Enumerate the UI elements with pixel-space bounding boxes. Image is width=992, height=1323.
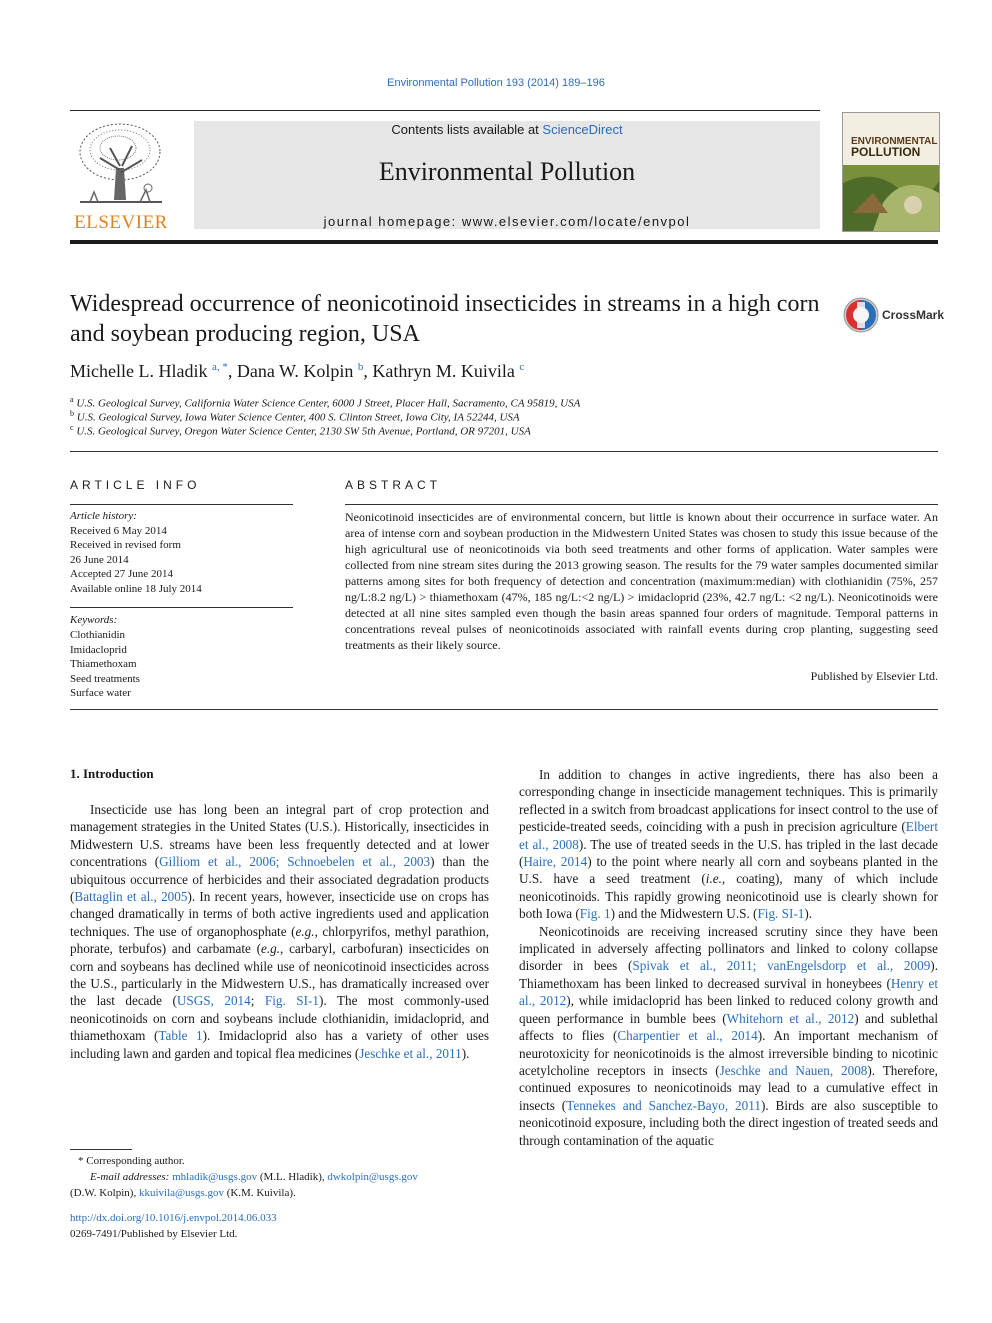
affiliation xyxy=(70,423,531,438)
citation-link[interactable]: Elbert et al., 2008 xyxy=(519,819,938,852)
italic-text: e.g. xyxy=(261,941,281,957)
citation-link[interactable]: USGS, 2014 xyxy=(176,993,251,1009)
section-heading: 1. Introduction xyxy=(70,766,154,781)
contents-prefix: Contents lists available at xyxy=(391,122,543,137)
text-run: ) to the point where nearly all corn and soybeans planted in the U.S. have a seed treatment ( xyxy=(519,854,938,887)
text-run: In addition to changes in active ingredients, there has also been a corresponding change in insecticide management techniques. This is primarily reflected in a switch from broadcast applications for insect control to the use of pesticide-treated seeds, coinciding with a push in precision agriculture ( xyxy=(519,767,938,835)
citation-link[interactable]: Henry et al., 2012 xyxy=(519,975,938,1009)
publisher-logo-text: ELSEVIER xyxy=(74,212,168,233)
text-run: ). xyxy=(461,1045,470,1061)
cover-title-line1: ENVIRONMENTAL xyxy=(851,136,938,147)
affiliation-text: U.S. Geological Survey, California Water Science Center, 6000 J Street, Placer Hall, Sacramento, CA 95819, USA xyxy=(76,397,581,410)
text-run: ), while imidacloprid has been linked to reduced colony growth and queen performance in bumble bees ( xyxy=(519,993,938,1026)
header-thick-rule xyxy=(70,240,938,244)
body-column-left xyxy=(70,801,489,1062)
citation-link[interactable]: Fig. 1 xyxy=(579,906,611,922)
citation-link[interactable]: Jeschke et al., 2011 xyxy=(359,1045,462,1061)
italic-text: e.g. xyxy=(295,923,315,939)
journal-homepage[interactable]: journal homepage: www.elsevier.com/locate/envpol xyxy=(323,214,691,229)
author-name[interactable]: Kathryn M. Kuivila xyxy=(372,361,515,381)
email-link[interactable]: kkuivila@usgs.gov xyxy=(138,1187,224,1199)
publisher-statement: Published by Elsevier Ltd. xyxy=(810,669,938,683)
history-item: Available online 18 July 2014 xyxy=(70,582,202,595)
corresponding-note: * Corresponding author. xyxy=(78,1155,185,1167)
journal-citation[interactable]: Environmental Pollution 193 (2014) 189–196 xyxy=(387,77,605,89)
article-title: Widespread occurrence of neonicotinoid insecticides in streams in a high corn and soybean producing region, USA xyxy=(70,291,820,347)
crossmark-badge[interactable] xyxy=(842,296,945,336)
text-run: ). Therefore, continued exposures to neonicotinoids may lead to a cumulative effect in insects ( xyxy=(519,1062,938,1113)
doi-link[interactable]: http://dx.doi.org/10.1016/j.envpol.2014.06.033 xyxy=(70,1212,277,1224)
history-heading: Article history: xyxy=(70,510,137,522)
citation-link[interactable]: Gilliom et al., 2006; Schnoebelen et al., 2003 xyxy=(159,854,431,870)
email-link[interactable]: mhladik@usgs.gov xyxy=(172,1171,258,1183)
text-run: ). The most commonly-used neonicotinoids on corn and soybeans include clothianidin, imidacloprid, and thiamethoxam ( xyxy=(70,993,489,1044)
affiliation-mark: c xyxy=(70,423,74,432)
affiliation xyxy=(70,409,520,424)
paragraph xyxy=(70,801,489,1062)
affiliation-text: U.S. Geological Survey, Iowa Water Science Center, 400 S. Clinton Street, Iowa City, IA 52244, USA xyxy=(76,411,520,424)
citation-link[interactable]: Charpentier et al., 2014 xyxy=(617,1028,758,1044)
affiliation-mark: b xyxy=(70,409,74,418)
contents-line xyxy=(194,122,820,137)
keywords-heading: Keywords: xyxy=(70,614,118,626)
divider xyxy=(70,504,293,505)
journal-name: Environmental Pollution xyxy=(378,157,636,186)
crossmark-icon xyxy=(842,296,880,334)
citation-link[interactable]: Whitehorn et al., 2012 xyxy=(726,1010,855,1026)
abstract-body: Neonicotinoid insecticides are of environmental concern, but little is known about their occurrence in surface water. An area of intense corn and soybean production in the Midwestern United States was chosen to study this issue because of the high agricultural use of neonicotinoids via both seed treatments and other forms of application. Water samples were collected from nine stream sites during the 2013 growing season. The results for the 79 water samples documented similar patterns among sites for both frequency of detection and concentration (maximum:median) with clothianidin (75%, 257 ng/L:8.2 ng/L) > thiamethoxam (47%, 185 ng/L:<2 ng/L) > imidacloprid (23%, 42.7 ng/L: <2 ng/L). Neonicotinoids were detected at all nine sites sampled even though the basin areas spanned four orders of magnitude. Temporal patterns in concentrations reveal pulses of neonicotinoids associated with rainfall events during crop planting, suggesting seed treatments as their likely source. xyxy=(345,510,938,652)
author-name[interactable]: Michelle L. Hladik xyxy=(70,361,208,381)
text-run: ). Birds are also susceptible to neonicotinoid exposure, including both the direct ingestion of treated seeds and through contamination of the aquatic xyxy=(519,1097,938,1148)
keyword: Thiamethoxam xyxy=(70,658,137,670)
text-run: , coating), many of which include neonicotinoids. This rapidly growing neonicotinoid use is clearly shown for both Iowa ( xyxy=(519,871,938,922)
italic-text: i.e. xyxy=(705,871,722,887)
citation-link[interactable]: Haire, 2014 xyxy=(523,854,588,870)
text-run: , carbaryl, carbofuran) insecticides on corn and soybeans has declined while use of neonicotinoid insecticides across the U.S., particularly in the Midwestern U.S., has dramatically increased over the last decade ( xyxy=(70,941,489,1009)
footnote xyxy=(70,1153,489,1201)
keyword: Surface water xyxy=(70,687,131,699)
affiliation-text: U.S. Geological Survey, Oregon Water Science Center, 2130 SW 5th Avenue, Portland, OR 97201, USA xyxy=(76,425,531,438)
affiliation xyxy=(70,395,580,410)
text-run: ; xyxy=(250,993,265,1009)
citation-link[interactable]: Fig. SI-1 xyxy=(264,993,319,1009)
text-run: Neonicotinoids are receiving increased scrutiny since they have been implicated in adversely affecting pollinators and linked to colony collapse disorder in bees ( xyxy=(519,923,938,974)
journal-cover-thumbnail[interactable] xyxy=(842,112,940,232)
citation-link[interactable]: Jeschke and Nauen, 2008 xyxy=(719,1062,868,1078)
header-rule xyxy=(70,110,820,111)
abstract-heading: ABSTRACT xyxy=(345,478,442,492)
author-name[interactable]: Dana W. Kolpin xyxy=(236,361,354,381)
text-run: ). Imidacloprid also has a variety of other uses including lawn and garden and topical flea medicines ( xyxy=(70,1028,489,1061)
email-label: E-mail addresses: xyxy=(90,1171,170,1183)
issn-line: 0269-7491/Published by Elsevier Ltd. xyxy=(70,1228,238,1240)
text-run: Insecticide use has long been an integral part of crop protection and management strategies in the United States (U.S.). Historically, insecticides in Midwestern U.S. streams have been less frequently detected and at lower concentrations ( xyxy=(70,802,489,870)
text-run: ). xyxy=(804,906,813,922)
citation-link[interactable]: Fig. SI-1 xyxy=(757,906,805,922)
email-owner: (K.M. Kuivila). xyxy=(226,1187,296,1199)
keyword: Seed treatments xyxy=(70,672,140,685)
article-info-heading: ARTICLE INFO xyxy=(70,478,201,492)
keyword: Imidacloprid xyxy=(70,643,127,656)
history-item: Received 6 May 2014 xyxy=(70,524,167,537)
text-run: ) and the Midwestern U.S. ( xyxy=(610,906,758,922)
text-run: ) than the ubiquitous occurrence of herbicides and their associated degradation products ( xyxy=(70,854,489,905)
email-link[interactable]: dwkolpin@usgs.gov xyxy=(327,1171,418,1183)
paragraph xyxy=(519,923,938,1149)
email-owner: (D.W. Kolpin), xyxy=(70,1187,137,1199)
keyword: Clothianidin xyxy=(70,629,125,641)
author-affil-mark[interactable]: b xyxy=(357,361,364,373)
divider xyxy=(70,709,938,710)
history-item: 26 June 2014 xyxy=(70,553,129,566)
text-run: ). Thiamethoxam has been linked to decreased survival in honeybees ( xyxy=(519,958,938,991)
crossmark-label: CrossMark xyxy=(882,308,945,322)
citation-link[interactable]: Battaglin et al., 2005 xyxy=(74,889,188,905)
divider xyxy=(345,504,938,505)
footnote-rule xyxy=(70,1149,132,1150)
body-column-right xyxy=(519,766,938,1149)
citation-link[interactable]: Table 1 xyxy=(158,1028,203,1044)
author-affil-mark[interactable]: a, * xyxy=(211,361,228,373)
divider xyxy=(70,451,938,452)
text-run: ). An important mechanism of neurotoxicity for neonicotinoids is the almost irreversible binding to nicotinic acetylcholine receptors in insects ( xyxy=(519,1028,938,1078)
sciencedirect-link[interactable]: ScienceDirect xyxy=(542,122,623,137)
author-list: Michelle L. Hladik $^{a, *}$, Dana W. Kolpin $^b$, Kathryn M. Kuivila $^c$ xyxy=(70,361,525,381)
text-run: ). In recent years, however, insecticide use on crops has changed dramatically in terms of both active ingredients used and application techniques. The use of organophosphate ( xyxy=(70,889,489,939)
history-item: Received in revised form xyxy=(70,539,181,551)
text-run: ) and sublethal affects to flies ( xyxy=(519,1010,939,1044)
author-affil-mark[interactable]: c xyxy=(519,361,525,373)
cover-image xyxy=(843,113,939,231)
tree-icon xyxy=(70,118,172,212)
history-item: Accepted 27 June 2014 xyxy=(70,568,173,580)
citation-link[interactable]: Tennekes and Sanchez-Bayo, 2011 xyxy=(566,1097,761,1113)
paragraph xyxy=(519,766,938,923)
divider xyxy=(70,607,293,608)
cover-title-line2: POLLUTION xyxy=(851,145,921,159)
text-run: , chlorpyrifos, methyl parathion, phorate, terbufos) and carbamate ( xyxy=(70,923,490,957)
affiliation-mark: a xyxy=(70,395,74,404)
email-owner: (M.L. Hladik), xyxy=(259,1171,325,1183)
text-run: ). The use of treated seeds in the U.S. has tripled in the last decade ( xyxy=(519,836,938,870)
citation-link[interactable]: Spivak et al., 2011; vanEngelsdorp et al., 2009 xyxy=(632,958,931,974)
